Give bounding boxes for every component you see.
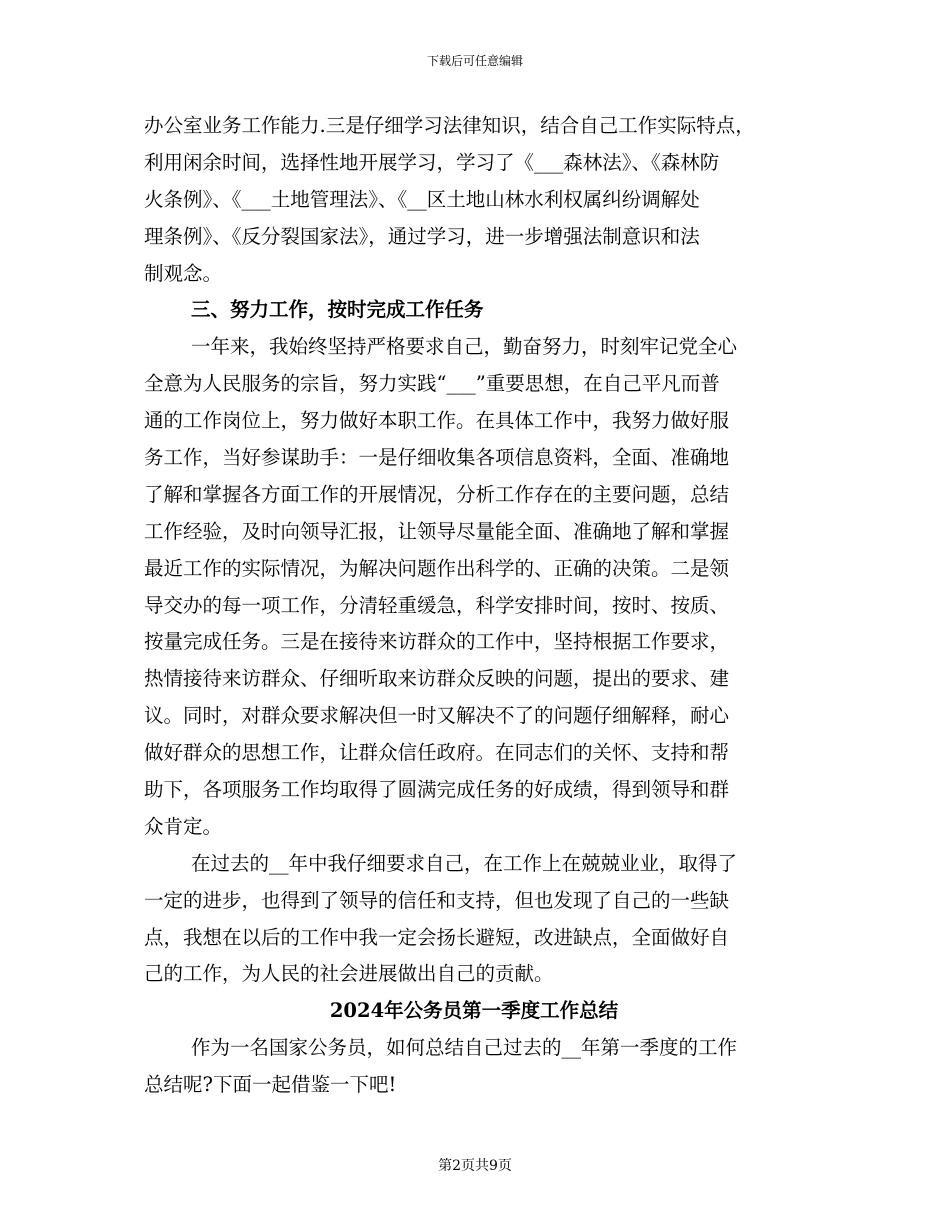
- text-line: 众肯定。: [144, 814, 223, 838]
- text-line: 助下，各项服务工作均取得了圆满完成任务的好成绩，得到领导和群: [144, 778, 730, 802]
- text-line: 一年来，我始终坚持严格要求自己，勤奋努力，时刻牢记党全心: [191, 335, 738, 359]
- text-line: 一定的进步，也得到了领导的信任和支持，但也发现了自己的一些缺: [144, 888, 730, 912]
- text-line: 导交办的每一项工作，分清轻重缓急，科学安排时间，按时、按质、: [144, 593, 730, 617]
- text-line: 己的工作，为人民的社会进展做出自己的贡献。: [144, 962, 554, 986]
- page-header: 下载后可任意编辑: [426, 54, 523, 68]
- section-heading: 三、努力工作，按时完成工作任务: [191, 298, 484, 322]
- text-line: 办公室业务工作能力.三是仔细学习法律知识，结合自己工作实际特点，: [144, 114, 755, 137]
- text-line: 全意为人民服务的宗旨，努力实践“___”重要思想，在自己平凡而普: [144, 372, 720, 396]
- text-line: 最近工作的实际情况，为解决问题作出科学的、正确的决策。二是领: [144, 556, 730, 580]
- text-line: 议。同时，对群众要求解决但一时又解决不了的问题仔细解释，耐心: [144, 704, 730, 728]
- document-title: 2024年公务员第一季度工作总结: [329, 999, 619, 1023]
- text-line: 火条例》、《___土地管理法》、《__区土地山林水利权属纠纷调解处: [144, 187, 700, 211]
- text-line: 作为一名国家公务员，如何总结自己过去的__年第一季度的工作: [191, 1036, 738, 1060]
- text-line: 在过去的__年中我仔细要求自己，在工作上在兢兢业业，取得了: [191, 851, 738, 875]
- text-line: 了解和掌握各方面工作的开展情况，分析工作存在的主要问题，总结: [144, 482, 730, 506]
- text-line: 理条例》、《反分裂国家法》，通过学习，进一步增强法制意识和法: [144, 224, 700, 248]
- text-line: 热情接待来访群众、仔细听取来访群众反映的问题，提出的要求、建: [144, 667, 730, 691]
- text-line: 点，我想在以后的工作中我一定会扬长避短，改进缺点，全面做好自: [144, 925, 730, 949]
- text-line: 按量完成任务。三是在接待来访群众的工作中，坚持根据工作要求，: [144, 630, 730, 654]
- text-line: 做好群众的思想工作，让群众信任政府。在同志们的关怀、支持和帮: [144, 741, 730, 765]
- text-line: 制观念。: [144, 261, 223, 285]
- text-line: 工作经验，及时向领导汇报，让领导尽量能全面、准确地了解和掌握: [144, 519, 730, 543]
- page-footer: 第2页共9页: [438, 1158, 512, 1174]
- document-body: [144, 108, 804, 1104]
- text-line: 通的工作岗位上，努力做好本职工作。在具体工作中，我努力做好服: [144, 409, 730, 433]
- text-line: 务工作，当好参谋助手：一是仔细收集各项信息资料，全面、准确地: [144, 446, 730, 470]
- text-line: 利用闲余时间，选择性地开展学习，学习了《___森林法》、《森林防: [144, 150, 720, 174]
- text-line: 总结呢?下面一起借鉴一下吧!: [144, 1073, 397, 1097]
